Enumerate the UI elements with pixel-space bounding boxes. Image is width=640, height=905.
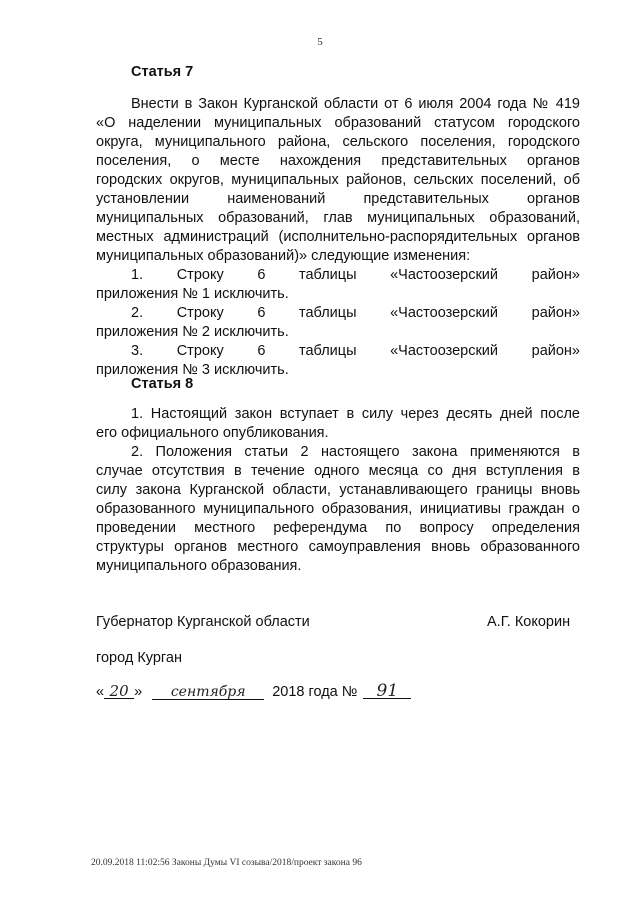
article-7-line: округа, муниципального района, сельского поселения, городского: [96, 134, 580, 150]
article-7-line: городских округов, муниципальных районов, сельских поселений, об: [96, 172, 580, 188]
handwritten-month: сентября: [152, 685, 264, 700]
city-name: город Курган: [96, 650, 182, 666]
governor-name: А.Г. Кокорин: [487, 614, 571, 630]
quote-close: »: [134, 684, 143, 700]
article-7-heading: Статья 7: [131, 64, 194, 80]
article-7-line: установлении наименований представительных органов: [96, 191, 580, 207]
article-7-item: 1. Строку 6 таблицы «Частоозерский район»: [131, 267, 580, 283]
article-7-line: приложения № 1 исключить.: [96, 286, 289, 302]
article-7-line: местных администраций (исполнительно-распорядительных органов: [96, 229, 580, 245]
article-7-line: поселения, о месте нахождения представительных органов: [96, 153, 580, 169]
governor-title: Губернатор Курганской области: [96, 614, 310, 630]
article-7-item: 2. Строку 6 таблицы «Частоозерский район»: [131, 305, 580, 321]
handwritten-day: 20: [104, 684, 134, 699]
handwritten-number: 91: [363, 684, 411, 699]
article-8-line: его официального опубликования.: [96, 425, 329, 441]
quote-open: «: [96, 684, 105, 700]
date-line: [96, 681, 411, 701]
year-text: 2018 года №: [272, 684, 358, 700]
article-7-line: приложения № 2 исключить.: [96, 324, 289, 340]
article-7-item: 3. Строку 6 таблицы «Частоозерский район»: [131, 343, 580, 359]
article-8-heading: Статья 8: [131, 376, 194, 392]
article-7-line: муниципальных образований, глав муниципальных образований,: [96, 210, 580, 226]
article-7-line: Внести в Закон Курганской области от 6 июля 2004 года № 419: [131, 96, 580, 112]
article-8-line: силу закона Курганской области, устанавливающего границы вновь: [96, 482, 580, 498]
article-8-line: структуры органов местного самоуправления вновь образованного: [96, 539, 580, 555]
article-7-line: муниципальных образований)» следующие изменения:: [96, 248, 471, 264]
article-8-line: муниципального образования.: [96, 558, 302, 574]
article-8-line: образованного муниципального образования, инициативы граждан о: [96, 501, 580, 517]
article-8-item: 1. Настоящий закон вступает в силу через десять дней после: [131, 406, 580, 422]
article-8-item: 2. Положения статьи 2 настоящего закона применяются в: [131, 444, 580, 460]
page-number: 5: [317, 36, 323, 48]
article-8-line: проведении местного референдума по вопросу определения: [96, 520, 580, 536]
article-7-line: приложения № 3 исключить.: [96, 362, 289, 378]
footer-text: 20.09.2018 11:02:56 Законы Думы VI созыва/2018/проект закона 96: [91, 858, 362, 868]
article-8-line: случае отсутствия в течение одного месяца со дня вступления в: [96, 463, 580, 479]
article-7-line: «О наделении муниципальных образований статусом городского: [96, 115, 580, 131]
